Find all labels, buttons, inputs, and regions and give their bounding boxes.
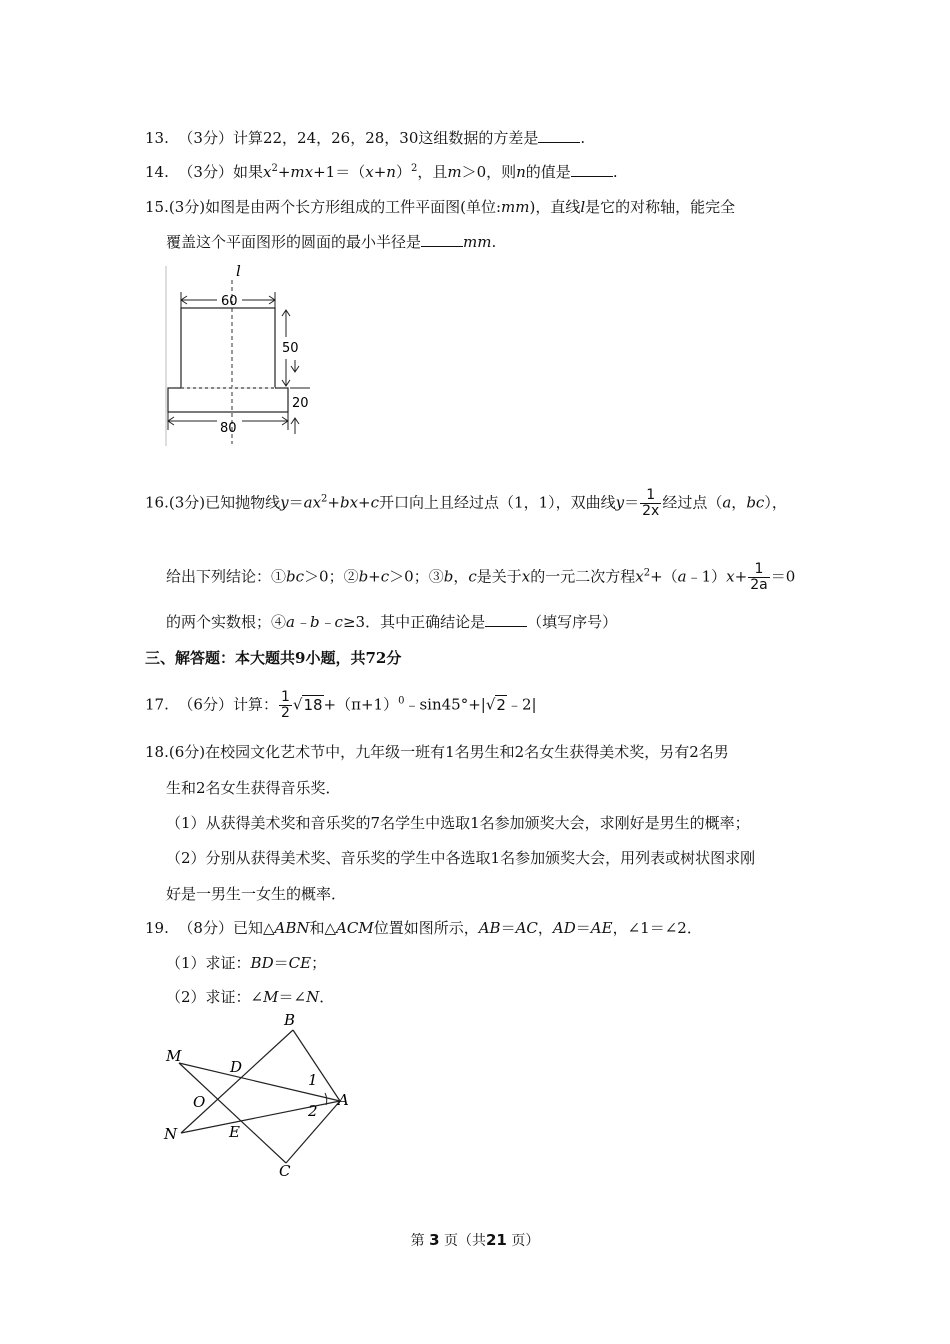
question-16: 16.(3分)已知抛物线$y=ax^2+bx+c$开口向上且经过点（1，1），双曲线y＝ $\frac{1}{2x}$ 经过点（a，bc）， — [145, 487, 787, 519]
axis-label-l: l — [236, 262, 241, 280]
question-18-part-2: （2）分别从获得美术奖、音乐奖的学生中各选取1名参加颁奖大会，用列表或树状图求刚 — [166, 849, 756, 867]
question-16-line-3: 的两个实数根；④a﹣b﹣c≥3．其中正确结论是 （填写序号） — [166, 613, 618, 631]
q13-text: 计算22，24，26，28，30这组数据的方差是 — [232, 129, 539, 147]
question-17: 17. （6分）计算： $\frac{1}{2}$ $√18+(\pi+1)^0﹣\sin 45^\circ+|√2﹣2|$ — [145, 689, 537, 721]
question-16-line-2: 给出下列结论：①bc＞0；②b+c＞0；③b，c是关于x的一元二次方程$x^2+(a﹣1)x+$ $\frac{1}{2a}$ ＝0 — [166, 561, 796, 593]
answer-blank — [571, 162, 613, 177]
vertex-label-A: A — [338, 1091, 349, 1109]
vertex-label-E: E — [229, 1123, 240, 1141]
answer-blank — [485, 612, 527, 627]
question-19: 19. （8分）已知△ABN和△ACM位置如图所示，AB＝AC，AD＝AE，∠1＝∠2． — [145, 919, 702, 937]
dim-label-20: 20 — [292, 396, 309, 411]
triangle-figure — [155, 1010, 365, 1185]
answer-blank — [421, 232, 463, 247]
question-18: 18.(6分)在校园文化艺术节中，九年级一班有1名男生和2名女生获得美术奖，另有2名男 — [145, 743, 729, 761]
dim-label-60: 60 — [221, 294, 238, 309]
vertex-label-M: M — [166, 1047, 182, 1065]
question-19-part-2: （2）求证：∠M＝∠N． — [166, 988, 335, 1006]
vertex-label-C: C — [279, 1162, 291, 1180]
angle-label-1: 1 — [308, 1071, 318, 1089]
fraction-1-over-2a: $\frac{1}{2a}$ — [750, 561, 768, 593]
q13-score: （3分） — [178, 129, 233, 147]
question-18-part-1: （1）从获得美术奖和音乐奖的7名学生中选取1名参加颁奖大会，求刚好是男生的概率； — [166, 814, 750, 832]
segment-MC — [179, 1063, 286, 1163]
answer-blank — [538, 128, 580, 143]
fraction-1-over-2: $\frac{1}{2}$ — [280, 689, 290, 721]
question-15-line-2: 覆盖这个平面图形的圆面的最小半径是 mm. — [166, 233, 497, 251]
question-13: 13. （3分）计算22，24，26，28，30这组数据的方差是 . — [145, 129, 586, 147]
dim-label-50: 50 — [282, 341, 299, 356]
dim-label-80: 80 — [220, 421, 237, 436]
vertex-label-O: O — [193, 1093, 206, 1111]
total-pages: 21 — [486, 1231, 507, 1249]
question-18-line-2: 生和2名女生获得音乐奖． — [166, 779, 341, 797]
sqrt-2: √2 — [485, 695, 506, 714]
sqrt-18: √18 — [292, 695, 323, 714]
vertex-label-D: D — [230, 1058, 243, 1076]
question-18-part-2-cont: 好是一男生一女生的概率． — [166, 885, 347, 903]
question-19-part-1: （1）求证：BD＝CE； — [166, 954, 327, 972]
question-15: 15.(3分)如图是由两个长方形组成的工件平面图(单位:mm)，直线l是它的对称轴，能完全 — [145, 198, 736, 216]
vertex-label-N: N — [164, 1125, 178, 1143]
section-heading: 三、解答题：本大题共9小题，共72分 — [145, 649, 402, 667]
fraction-1-over-2x: $\frac{1}{2x}$ — [642, 487, 660, 519]
top-rectangle — [181, 308, 275, 388]
vertex-label-B: B — [284, 1011, 296, 1029]
workpiece-figure — [160, 262, 320, 448]
page-footer: 第 3 页（共21 页） — [410, 1231, 540, 1249]
bottom-rectangle — [168, 388, 288, 412]
question-14: 14. （3分）如果$x^2+mx+1=(x+n)^2$，且m＞0，则n的值是 . — [145, 163, 618, 181]
angle-label-2: 2 — [308, 1102, 318, 1120]
q13-number: 13. — [145, 129, 169, 147]
page-number: 3 — [429, 1231, 440, 1249]
segment-BA — [293, 1030, 340, 1101]
